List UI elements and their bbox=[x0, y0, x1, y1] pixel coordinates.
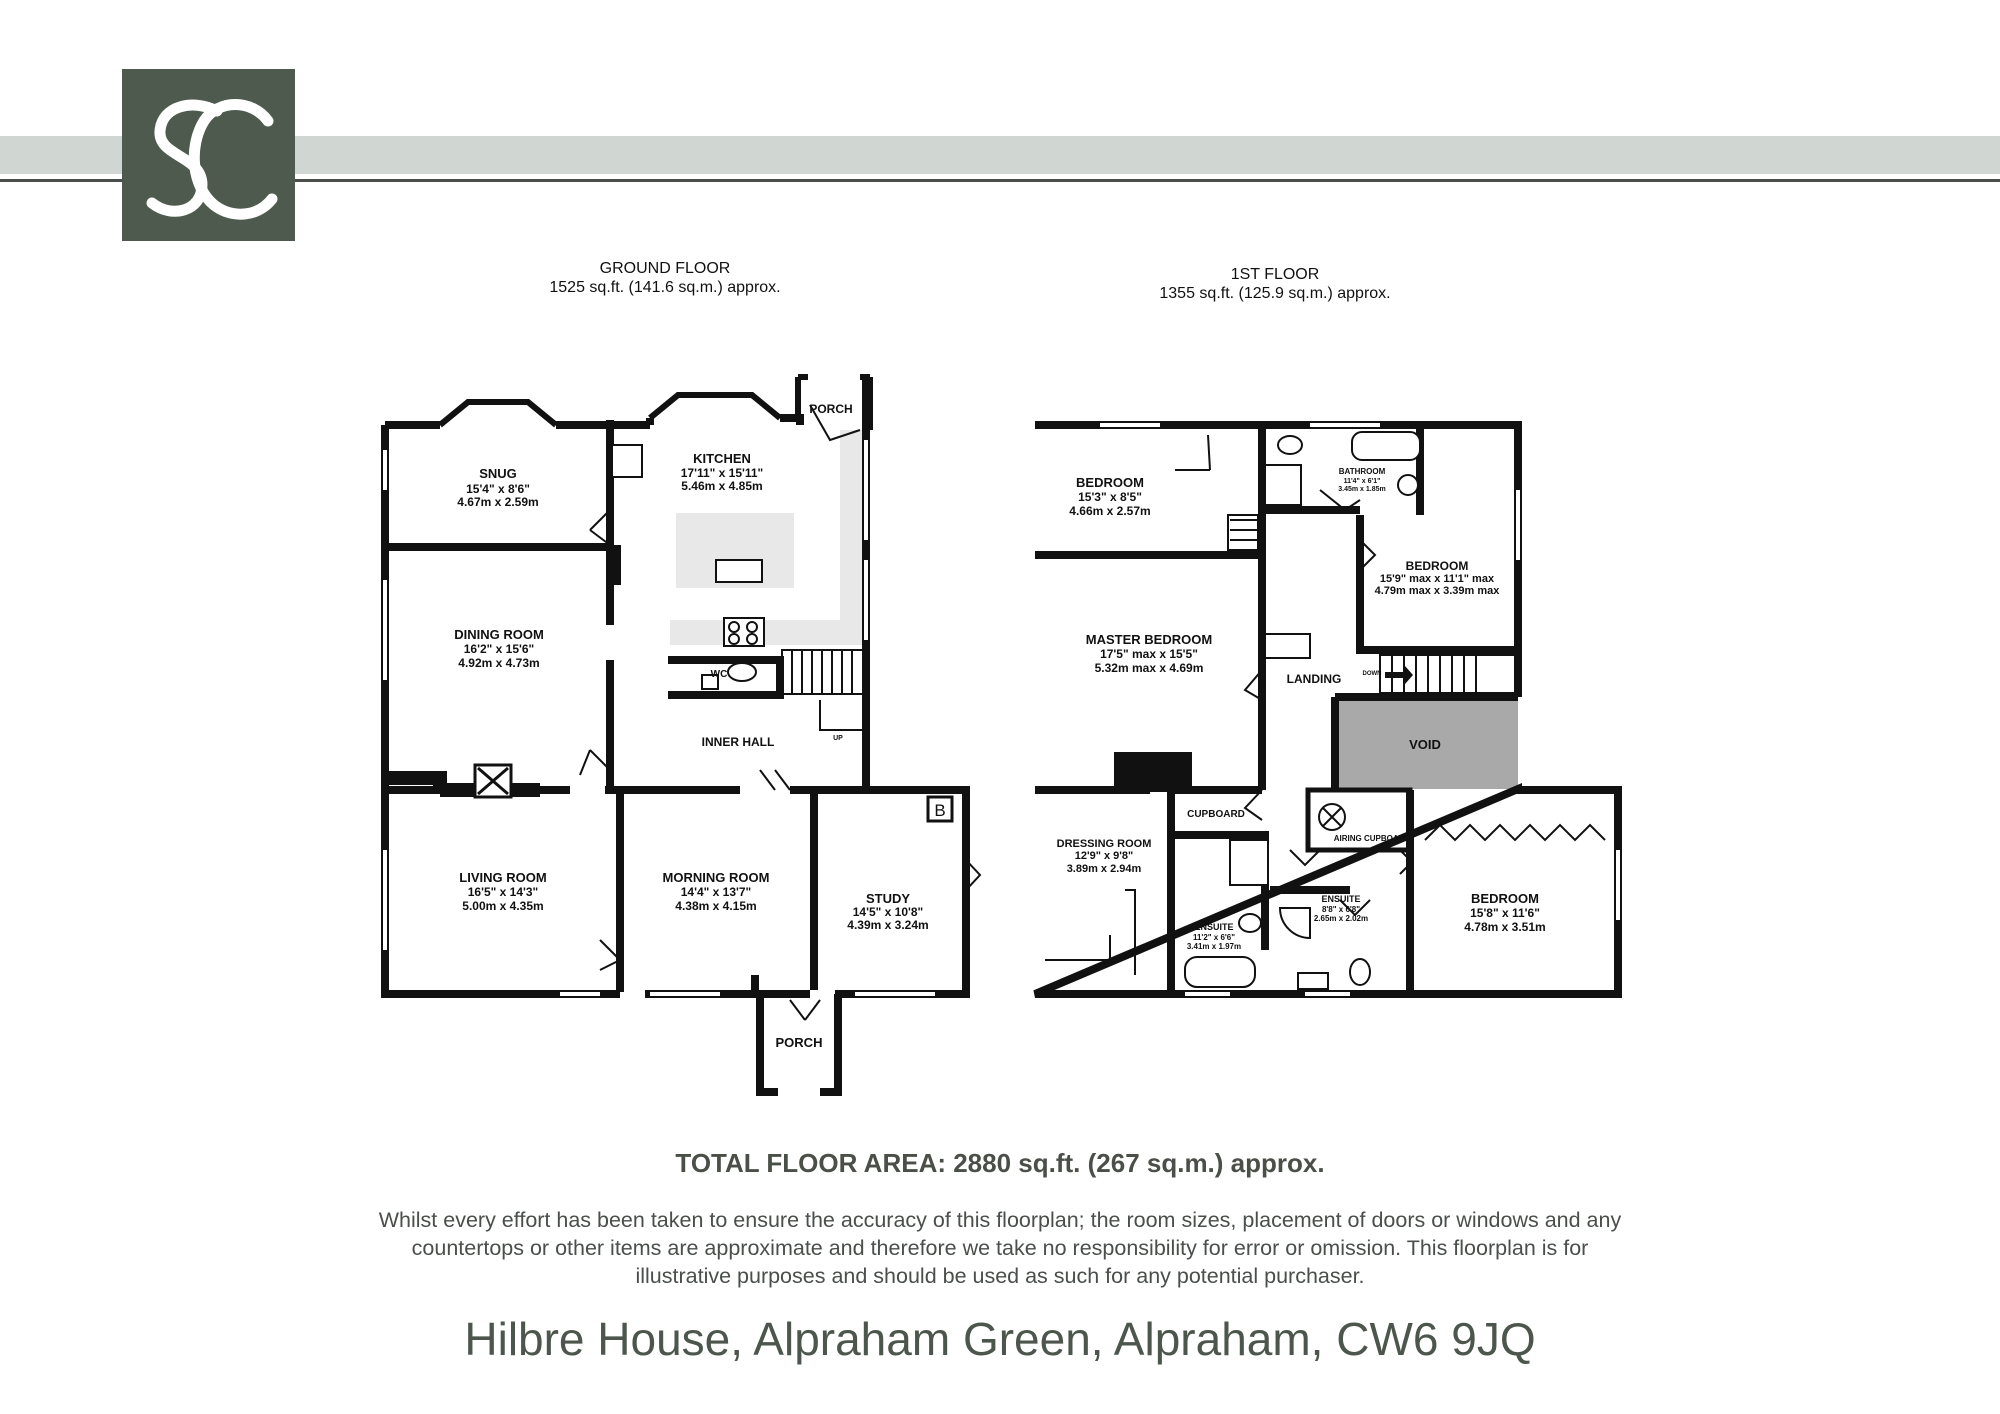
first-floor-area: 1355 sq.ft. (125.9 sq.m.) approx. bbox=[1159, 285, 1391, 302]
first-floor-stairs bbox=[1228, 515, 1515, 693]
dims-bathroom-imperial: 11'4" x 6'1" bbox=[1343, 478, 1381, 485]
dims-morning-imperial: 14'4" x 13'7" bbox=[680, 885, 752, 899]
label-inner-hall: INNER HALL bbox=[701, 735, 775, 749]
dims-dressing-metric: 3.89m x 2.94m bbox=[1066, 863, 1142, 875]
first-floor-title: 1ST FLOOR bbox=[1230, 266, 1320, 283]
dims-snug-imperial: 15'4" x 8'6" bbox=[466, 482, 530, 496]
dims-bedroom-nw-metric: 4.66m x 2.57m bbox=[1069, 504, 1151, 518]
dims-snug-metric: 4.67m x 2.59m bbox=[457, 495, 539, 509]
dims-dining-imperial: 16'2" x 15'6" bbox=[463, 642, 535, 656]
label-snug: SNUG bbox=[479, 466, 517, 481]
label-landing: LANDING bbox=[1286, 672, 1342, 686]
first-floor-plan bbox=[1035, 425, 1618, 994]
ground-floor-plan bbox=[385, 377, 980, 1092]
dims-master-metric: 5.32m max x 4.69m bbox=[1094, 661, 1204, 675]
label-living-room: LIVING ROOM bbox=[459, 870, 547, 885]
label-cupboard: CUPBOARD bbox=[1187, 809, 1245, 820]
label-ensuite-2: ENSUITE bbox=[1321, 894, 1361, 904]
label-study: STUDY bbox=[865, 891, 911, 906]
label-boiler: B bbox=[934, 801, 946, 820]
dims-bathroom-metric: 3.45m x 1.85m bbox=[1338, 486, 1386, 493]
label-dressing-room: DRESSING ROOM bbox=[1056, 838, 1152, 850]
label-airing-cupboard: AIRING CUPBOARD bbox=[1333, 834, 1411, 843]
dims-morning-metric: 4.38m x 4.15m bbox=[675, 899, 757, 913]
property-address: Hilbre House, Alpraham Green, Alpraham, CW6 9JQ bbox=[464, 1313, 1536, 1365]
dims-bedroom-nw-imperial: 15'3" x 8'5" bbox=[1078, 490, 1142, 504]
staircase bbox=[782, 650, 868, 730]
dims-study-metric: 4.39m x 3.24m bbox=[847, 918, 929, 932]
dims-study-imperial: 14'5" x 10'8" bbox=[852, 905, 924, 919]
fireplace bbox=[475, 765, 511, 797]
label-bathroom: BATHROOM bbox=[1338, 467, 1386, 476]
dims-bedroom-ne-imperial: 15'9" max x 11'1" max bbox=[1379, 573, 1495, 585]
dims-dining-metric: 4.92m x 4.73m bbox=[458, 656, 540, 670]
label-dining-room: DINING ROOM bbox=[454, 627, 544, 642]
dims-living-imperial: 16'5" x 14'3" bbox=[467, 885, 539, 899]
label-up: UP bbox=[833, 735, 843, 742]
down-arrow-icon bbox=[1385, 666, 1413, 684]
dims-ensuite-2-imperial: 8'8" x 6'8" bbox=[1321, 905, 1361, 914]
label-bedroom-nw: BEDROOM bbox=[1076, 475, 1144, 490]
ground-floor-area: 1525 sq.ft. (141.6 sq.m.) approx. bbox=[549, 279, 781, 296]
dims-living-metric: 5.00m x 4.35m bbox=[462, 899, 544, 913]
dims-kitchen-imperial: 17'11" x 15'11" bbox=[680, 466, 764, 480]
label-porch-rear: PORCH bbox=[809, 402, 853, 416]
label-void: VOID bbox=[1409, 737, 1441, 752]
dims-ensuite-1-metric: 3.41m x 1.97m bbox=[1186, 942, 1242, 951]
label-kitchen: KITCHEN bbox=[693, 451, 751, 466]
dims-bedroom-se-metric: 4.78m x 3.51m bbox=[1464, 920, 1546, 934]
ground-floor-title: GROUND FLOOR bbox=[599, 260, 731, 277]
label-porch-front: PORCH bbox=[775, 1035, 823, 1050]
dims-kitchen-metric: 5.46m x 4.85m bbox=[681, 479, 763, 493]
total-floor-area: TOTAL FLOOR AREA: 2880 sq.ft. (267 sq.m.) approx. bbox=[675, 1148, 1325, 1178]
dims-dressing-imperial: 12'9" x 9'8" bbox=[1074, 850, 1134, 862]
disclaimer-text: Whilst every effort has been taken to ensure the accuracy of this floorplan; the room sizes, placement of doors or windows and any countertops or other items are approximate and therefore we take no responsibility for error or omission. This floorplan is for illustrative purposes and should be used as such for any potential purchaser. bbox=[378, 1208, 1622, 1288]
label-ensuite-1: ENSUITE bbox=[1194, 922, 1234, 932]
label-master-bedroom: MASTER BEDROOM bbox=[1085, 632, 1213, 647]
label-bedroom-ne: BEDROOM bbox=[1405, 559, 1469, 573]
label-wc: WC bbox=[710, 669, 728, 680]
label-bedroom-se: BEDROOM bbox=[1471, 891, 1539, 906]
dims-master-imperial: 17'5" max x 15'5" bbox=[1100, 647, 1198, 661]
dims-bedroom-ne-metric: 4.79m max x 3.39m max bbox=[1374, 585, 1500, 597]
label-down: DOWN bbox=[1362, 671, 1382, 677]
dims-ensuite-2-metric: 2.65m x 2.02m bbox=[1313, 914, 1369, 923]
dims-ensuite-1-imperial: 11'2" x 6'6" bbox=[1192, 933, 1236, 942]
label-morning-room: MORNING ROOM bbox=[662, 870, 770, 885]
dims-bedroom-se-imperial: 15'8" x 11'6" bbox=[1470, 906, 1540, 920]
master-chimney bbox=[1114, 752, 1192, 792]
